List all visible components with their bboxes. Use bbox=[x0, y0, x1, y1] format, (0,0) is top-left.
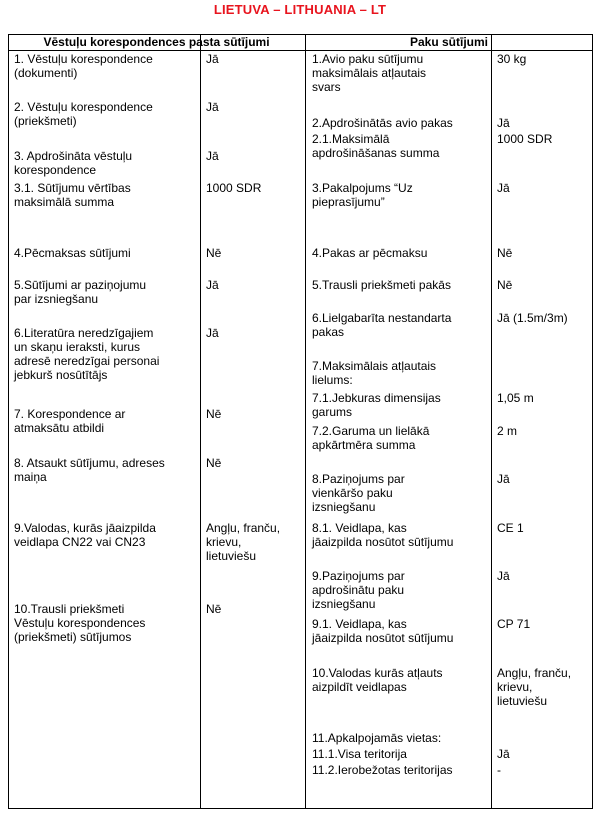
row-label: 6.Lielgabarīta nestandarta pakas bbox=[312, 311, 452, 339]
row-label: 3. Apdrošināta vēstuļu korespondence bbox=[14, 149, 133, 177]
row-label: 9.Paziņojums par apdrošinātu paku izsniegšanu bbox=[312, 569, 405, 611]
row-label: 10.Valodas kurās atļauts aizpildīt veidlapas bbox=[312, 666, 443, 694]
row-value: Nē bbox=[206, 246, 222, 260]
row-label: 5.Trausli priekšmeti pakās bbox=[312, 278, 451, 292]
row-value: Jā (1.5m/3m) bbox=[497, 311, 568, 325]
row-label: 11.Apkalpojamās vietas: bbox=[312, 731, 442, 745]
row-value: CP 71 bbox=[497, 617, 531, 631]
row-label: 10.Trausli priekšmeti Vēstuļu korespondences (priekšmeti) sūtījumos bbox=[14, 602, 146, 644]
row-value: Nē bbox=[497, 278, 513, 292]
row-value: 1,05 m bbox=[497, 391, 534, 405]
letter-post-header: Vēstuļu korespondences pasta sūtījumi bbox=[43, 35, 270, 49]
row-label: 4.Pēcmaksas sūtījumi bbox=[14, 246, 131, 260]
row-label: 3.1. Sūtījumu vērtības maksimālā summa bbox=[14, 181, 131, 209]
row-value: Jā bbox=[497, 472, 510, 486]
row-label: 2.1.Maksimālā apdrošināšanas summa bbox=[312, 132, 440, 160]
row-value: Angļu, franču, krievu, lietuviešu bbox=[497, 666, 572, 708]
row-label: 9.1. Veidlapa, kas jāaizpilda nosūtot sūtījumu bbox=[312, 617, 454, 645]
row-label: 2. Vēstuļu korespondence (priekšmeti) bbox=[14, 100, 153, 128]
center-divider bbox=[305, 34, 306, 809]
header-divider bbox=[8, 50, 593, 51]
row-label: 7.2.Garuma un lielākā apkārtmēra summa bbox=[312, 424, 430, 452]
row-label: 1. Vēstuļu korespondence (dokumenti) bbox=[14, 52, 153, 80]
row-value: Jā bbox=[206, 52, 219, 66]
row-label: 6.Literatūra neredzīgajiem un skaņu ieraksti, kurus adresē neredzīgai personai jebkurš nosūtītājs bbox=[14, 326, 160, 382]
row-label: 11.1.Visa teritorija bbox=[312, 747, 407, 761]
row-value: Jā bbox=[206, 278, 219, 292]
row-value: Nē bbox=[206, 456, 222, 470]
right-column-divider bbox=[491, 34, 492, 809]
row-value: Nē bbox=[497, 246, 513, 260]
row-value: Jā bbox=[497, 747, 510, 761]
row-label: 8.1. Veidlapa, kas jāaizpilda nosūtot sūtījumu bbox=[312, 521, 454, 549]
row-label: 5.Sūtījumi ar paziņojumu par izsniegšanu bbox=[14, 278, 147, 306]
row-value: Jā bbox=[497, 116, 510, 130]
row-value: 2 m bbox=[497, 424, 518, 438]
row-value: - bbox=[497, 763, 501, 777]
row-label: 11.2.Ierobežotas teritorijas bbox=[312, 763, 453, 777]
row-label: 7. Korespondence ar atmaksātu atbildi bbox=[14, 407, 126, 435]
row-label: 1.Avio paku sūtījumu maksimālais atļautais svars bbox=[312, 52, 427, 94]
row-label: 3.Pakalpojums “Uz pieprasījumu” bbox=[312, 181, 413, 209]
row-value: Jā bbox=[206, 100, 219, 114]
row-value: Jā bbox=[497, 569, 510, 583]
row-value: Jā bbox=[206, 149, 219, 163]
parcel-header: Paku sūtījumi bbox=[409, 35, 489, 49]
row-value: Jā bbox=[206, 326, 219, 340]
row-value: Angļu, franču, krievu, lietuviešu bbox=[206, 521, 281, 563]
row-value: Nē bbox=[206, 407, 222, 421]
left-column-divider bbox=[200, 34, 201, 809]
row-value: 30 kg bbox=[497, 52, 527, 66]
page-title: LIETUVA – LITHUANIA – LT bbox=[213, 2, 387, 17]
row-value: CE 1 bbox=[497, 521, 524, 535]
row-label: 7.1.Jebkuras dimensijas garums bbox=[312, 391, 441, 419]
row-label: 7.Maksimālais atļautais lielums: bbox=[312, 359, 437, 387]
row-value: 1000 SDR bbox=[497, 132, 553, 146]
row-label: 2.Apdrošinātās avio pakas bbox=[312, 116, 453, 130]
row-label: 8. Atsaukt sūtījumu, adreses maiņa bbox=[14, 456, 165, 484]
row-value: 1000 SDR bbox=[206, 181, 262, 195]
row-value: Jā bbox=[497, 181, 510, 195]
row-label: 4.Pakas ar pēcmaksu bbox=[312, 246, 428, 260]
row-label: 8.Paziņojums par vienkāršo paku izsniegšanu bbox=[312, 472, 405, 514]
row-value: Nē bbox=[206, 602, 222, 616]
row-label: 9.Valodas, kurās jāaizpilda veidlapa CN22 vai CN23 bbox=[14, 521, 156, 549]
